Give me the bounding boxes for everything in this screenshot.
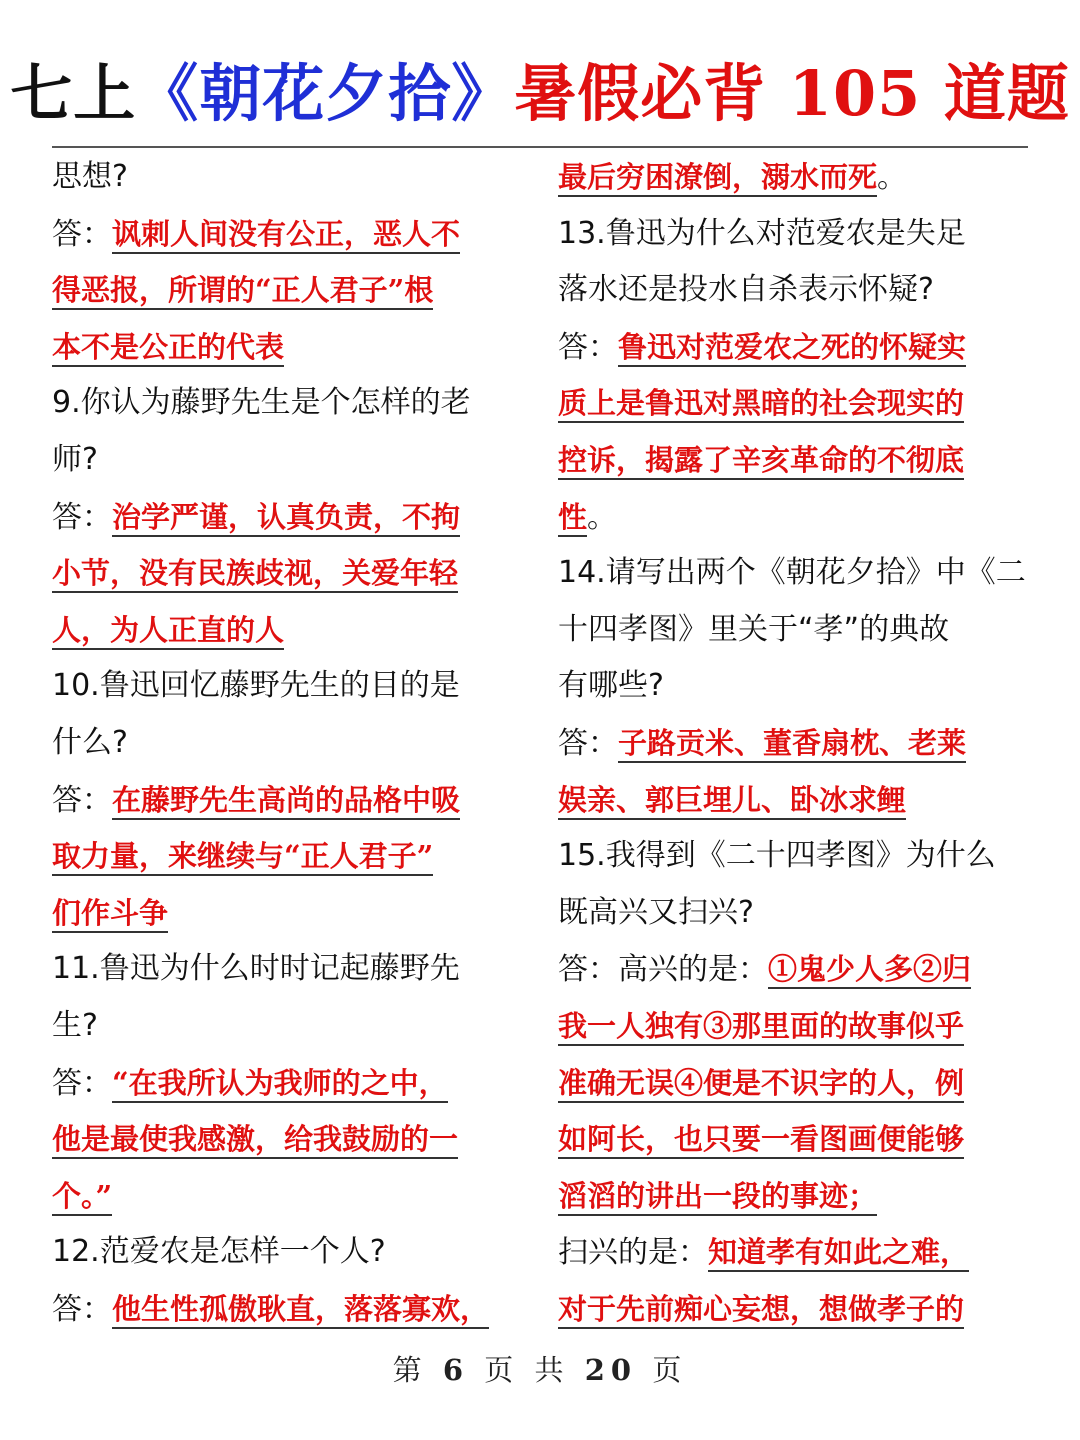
question-line [558,544,1030,601]
answer-text: 对于先前痴心妄想，想做孝子的 [558,1292,964,1329]
answer-label: 答： [52,782,112,818]
question-text: 14.请写出两个《朝花夕拾》中《二 [558,555,1026,591]
answer-text: 准确无误④便是不识字的人，例 [558,1066,964,1103]
answer-text: 鲁迅对范爱农之死的怀疑实 [618,330,966,367]
question-text: 落水还是投水自杀表示怀疑? [558,272,934,308]
answer-line [52,318,514,375]
answer-text: 滔滔的讲出一段的事迹； [558,1179,877,1216]
answer-line [558,1167,1030,1224]
text-line [52,148,514,205]
question-text: 什么? [52,724,128,760]
answer-line [558,1054,1030,1111]
title-book: 《朝花夕拾》 [136,57,515,130]
question-line [52,1223,514,1280]
answer-line [558,940,1030,997]
answer-line [558,374,1030,431]
answer-line [558,148,1030,205]
question-text: 15.我得到《二十四孝图》为什么 [558,838,996,874]
answer-text: 治学严谨，认真负责，不拘 [112,500,460,537]
answer-line [52,884,514,941]
question-text: 10.鲁迅回忆藤野先生的目的是 [52,668,460,704]
answer-text: 质上是鲁迅对黑暗的社会现实的 [558,386,964,423]
footer-label: 页 [652,1353,688,1387]
answer-label: 答： [52,499,112,535]
question-text: 12.范爱农是怎样一个人? [52,1234,386,1270]
answer-text: 子路贡米、董香扇枕、老莱 [618,726,966,763]
answer-text: 他生性孤傲耿直，落落寡欢， [112,1292,489,1329]
footer-label: 第 [392,1353,428,1387]
answer-label: 答：高兴的是： [558,952,768,988]
answer-text: 在藤野先生高尚的品格中吸 [112,783,460,820]
answer-line [558,488,1030,545]
question-line [52,374,514,431]
answer-line [558,997,1030,1054]
question-line [558,827,1030,884]
answer-text: 们作斗争 [52,896,168,933]
answer-line [52,1110,514,1167]
question-line [52,714,514,771]
punctuation: 。 [877,160,908,195]
answer-text: 得恶报，所谓的“正人君子”根 [52,273,433,310]
answer-line [52,205,514,262]
answer-label: 答： [558,725,618,761]
answer-text: 个。” [52,1179,112,1216]
answer-line [52,1054,514,1111]
answer-text: 知道孝有如此之难， [708,1235,969,1272]
question-line [52,940,514,997]
answer-text: 性 [558,500,587,537]
footer-label: 页 共 [484,1353,570,1387]
answer-line [558,318,1030,375]
question-text: 十四孝图》里关于“孝”的典故 [558,611,950,647]
answer-text: 小节，没有民族歧视，关爱年轻 [52,556,458,593]
answer-text: 本不是公正的代表 [52,330,284,367]
answer-label: 答： [52,1291,112,1327]
answer-line [52,261,514,318]
answer-line [52,1280,514,1337]
question-line [52,657,514,714]
question-text: 13.鲁迅为什么对范爱农是失足 [558,215,966,251]
answer-line [558,1110,1030,1167]
answer-text: ①鬼少人多②归 [768,952,971,989]
answer-line [558,771,1030,828]
right-column [558,148,1030,1336]
answer-line [558,714,1030,771]
answer-line [52,827,514,884]
answer-line [558,1280,1030,1337]
answer-text: 人，为人正直的人 [52,613,284,650]
answer-text: “在我所认为我师的之中， [112,1066,448,1103]
title-grade: 七上 [10,57,137,130]
answer-line [52,601,514,658]
left-column [52,148,514,1336]
answer-line [558,431,1030,488]
question-line [52,431,514,488]
answer-text: 取力量，来继续与“正人君子” [52,839,433,876]
page-title [0,52,1080,136]
question-line [558,261,1030,318]
answer-text: 娱亲、郭巨埋儿、卧冰求鲤 [558,783,906,820]
page-footer [0,1350,1080,1390]
answer-line [52,771,514,828]
question-line [52,997,514,1054]
answer-text: 控诉，揭露了辛亥革命的不彻底 [558,443,964,480]
answer-text: 我一人独有③那里面的故事似乎 [558,1009,964,1046]
answer-label: 扫兴的是： [558,1235,708,1271]
answer-text: 如阿长，也只要一看图画便能够 [558,1122,964,1159]
answer-line [52,488,514,545]
answer-text: 他是最使我感激，给我鼓励的一 [52,1122,458,1159]
question-text: 师? [52,441,98,477]
title-subtitle: 暑假必背 105 道题 [514,57,1070,130]
page-total: 20 [584,1353,638,1387]
answer-line [52,544,514,601]
question-line [558,601,1030,658]
question-text: 思想? [52,159,128,194]
question-line [558,205,1030,262]
question-line [558,657,1030,714]
answer-label: 答： [52,1065,112,1101]
question-text: 有哪些? [558,668,664,704]
page-number: 6 [442,1353,470,1387]
question-text: 11.鲁迅为什么时时记起藤野先 [52,951,460,987]
question-text: 9.你认为藤野先生是个怎样的老 [52,385,471,421]
punctuation: 。 [587,499,618,535]
answer-line [52,1167,514,1224]
question-line [558,884,1030,941]
answer-text: 讽刺人间没有公正，恶人不 [112,217,460,254]
answer-label: 答： [558,329,618,365]
answer-text: 最后穷困潦倒，溺水而死 [558,160,877,197]
answer-line [558,1223,1030,1280]
question-text: 生? [52,1007,98,1043]
answer-label: 答： [52,216,112,252]
question-text: 既高兴又扫兴? [558,894,754,930]
